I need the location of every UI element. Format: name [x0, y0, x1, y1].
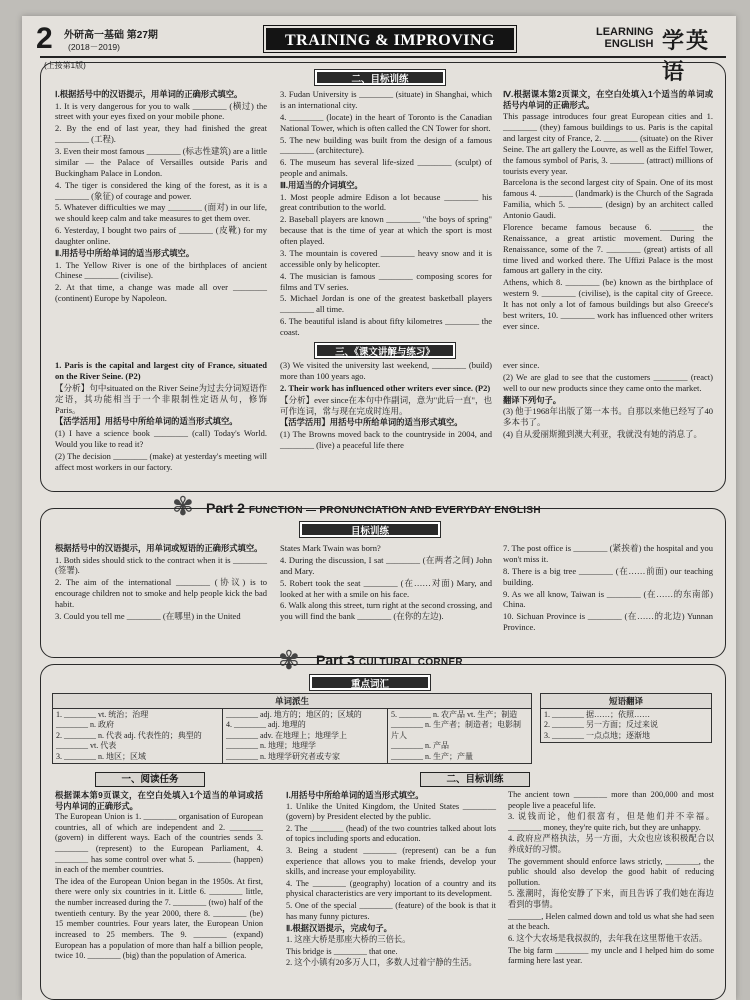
- part2-swirl-icon: ✾: [172, 492, 194, 521]
- header-rule: [40, 56, 726, 58]
- vocab-table: [52, 693, 532, 764]
- part1-bottom-col3: ever since. (2) We are glad to see that the customers ________ (react) well to our new products since they came onto the market. 翻译下列句子。 (3) 他于1968年出版了第一本书。自那以来他已经写了40多本书了。 (4) 自从爱丽斯搬到澳大利亚，我就没有她的消息了。: [503, 360, 713, 439]
- brand-logo: 学英语: [662, 28, 711, 85]
- part2-col3: 7. The post office is ________ (紧挨着) the hospital and you won't miss it. 8. There is a big tree ________ (在……前面) our teaching building. 9. As we all know, Taiwan is ________ (在……的东南部) China. 10. Sichuan Province is ________ (在……的北边) Yunnan Province.: [503, 543, 713, 633]
- part3-swirl-icon: ✾: [278, 646, 300, 675]
- part1-col2: 3. Fudan University is ________ (situate) in Shanghai, which is an international city. 4. ________ (locate) in the heart of Toronto is the Canadian National Tower, which is often called the CN Tower for short. 5. The new building was built from the design of a famous ________ (architecture). 6. The museum has several life-sized ________ (sculpt) of people and animals. Ⅲ.用适当的介词填空。 1. Most people admire Edison a lot because ________ his great contribution to the world. 2. Baseball players are known ________ "the boys of spring" because that is the time of year at which the sport is most often played. 3. The mountain is covered ________ heavy snow and it is accessible only by helicopter. 4. The musician is famous ________ composing scores for films and TV series. 5. Michael Jordan is one of the greatest basketball players ________ all time. 6. The beautiful island is about fifty kilometres ________ the coast.: [280, 89, 492, 338]
- part1-tag-target-training: 二、目标训练: [315, 70, 445, 85]
- part2-col1: 根据括号中的汉语提示，用单词或短语的正确形式填空。 1. Both sides should stick to the contract when it is ________ (签署). 2. The aim of the international ________ (协议) is to encourage children not to smoke and help people kick the bad habit. 3. Could you tell me ________ (在哪里) in the United: [55, 543, 267, 621]
- part1-bottom-col1: 1. Paris is the capital and largest city of France, situated on the River Seine. (P2) 【分析】句中situated on the River Seine为过去分词短语作定语，其功能相当于一个非限制性定语从句，修饰Paris。 【活学活用】用括号中所给单词的适当形式填空。 (1) I have a science book ________ (call) Today's World. Would you like to read it? (2) The decision ________ (make) at yesterday's meeting will affect most workers in our factory.: [55, 360, 267, 472]
- vocab-header: 单词派生: [53, 694, 532, 709]
- part1-col3: Ⅳ.根据课本第2页课文，在空白处填入1个适当的单词或括号内单词的正确形式。 This passage introduces four great European cities and 1. ________ (they) famous buildings to us. Paris is the capital and largest city of France, 2. ________ (situate) on the River Seine. The art gallery the Louvre, as well as the Eiffel Tower, the famous symbol of Paris, 3. ________ (attract) millions of tourists every year. Barcelona is the second largest city of Spain. One of its most famous 4. ________ (landmark) is the Church of the Sagrada Familia, which 5. ________ (design) by an architect called Antonio Gaudi. Florence became famous because 6. ________ the Renaissance, a great artistic movement. During the Renaissance, some of the 7. ________ (great) artists of all time lived and worked there. The Uffizi Palace is the most famous art gallery in the city. Athens, which 8. ________ (be) known as the birthplace of western 9. ________ (civilise), is the capital city of Greece. It has not only a lot of famous buildings but also Greece's best writers, 10. ________ work has influenced other writers ever since.: [503, 89, 713, 331]
- phrase-list: 1. ________ 据……；依照…… 2. ________ 另一方面；反过来说 3. ________ 一点点地；逐渐地: [541, 709, 712, 743]
- year-label: (2018－2019): [68, 42, 120, 52]
- phrase-header: 短语翻译: [541, 694, 712, 709]
- part1-col1: Ⅰ.根据括号中的汉语提示，用单词的正确形式填空。 1. It is very dangerous for you to walk ________ (横过) the street with your eyes fixed on your mobile phone. 2. By the end of last year, they had finished the great ________ (工程). 3. Even their most famous ________ (标志性建筑) are a little similar — the Palace of Versailles outside Paris and Buckingham Palace in London. 4. The tiger is considered the king of the forest, as it is a ________ (象征) of courage and power. 5. Whatever difficulties we may ________ (面对) in our life, we should keep calm and take measures to get them over. 6. Yesterday, I bought two pairs of ________ (皮靴) for my daughter online. Ⅱ.用括号中所给单词的适当形式填空。 1. The Yellow River is one of the birthplaces of ancient Chinese ________ (civilise). 2. At that time, a change was made all over ________ (continent) Europe by Napoleon.: [55, 89, 267, 304]
- target-col1: Ⅰ.用括号中所给单词的适当形式填空。 1. Unlike the United Kingdom, the United States ________ (govern) by President elected by the public. 2. The ________ (head) of the two countries talked about lots of topics including sports and education. 3. Being a student ________ (represent) can be a fun experience that allows you to make friends, develop your skills, and increase your employability. 4. The ________ (geography) location of a country and its physical characteristics are very important to its development. 5. One of the special ________ (feature) of the book is that it has many funny pictures. Ⅱ.根据汉语提示，完成句子。 1. 这座大桥是那座大桥的三倍长。 This bridge is ________ that one. 2. 这个小镇有20多万人口，多数人过着宁静的生活。: [286, 790, 496, 968]
- part3-heading: Part 3 CULTURAL CORNER: [316, 652, 463, 668]
- phrase-table: [540, 693, 712, 743]
- reading-task-tag: 一、阅读任务: [95, 772, 205, 787]
- part2-heading: Part 2 FUNCTION — PRONUNCIATION AND EVERYDAY ENGLISH: [206, 500, 541, 516]
- vocab-col2: ________ adj. 地方的；地区的；区域的 4. ________ adj. 地理的 ________ adv. 在地理上；地理学上 ________ n. 地理；地理学 ________ n. 地理学研究者或专家: [223, 709, 388, 764]
- issue-label: 外研高一基础 第27期: [64, 30, 158, 41]
- target-training-tag: 二、目标训练: [420, 772, 530, 787]
- continued-note: (上接第1版): [44, 61, 86, 70]
- part2-tag: 目标训练: [300, 522, 440, 537]
- brand-english: LEARNING ENGLISH: [596, 26, 654, 50]
- part1-bottom-col2: (3) We visited the university last weekend, ________ (build) more than 100 years ago. 2. Their work has influenced other writers ever since. (P2) 【分析】ever since在本句中作副词，意为"此后一直"，也可作连词，常与现在完成时连用。 【活学活用】用括号中所给单词的适当形式填空。 (1) The Browns moved back to the countryside in 2004, and ________ (live) a peaceful life there: [280, 360, 492, 450]
- part2-col2: States Mark Twain was born? 4. During the discussion, I sat ________ (在两者之间) John and Mary. 5. Robert took the seat ________ (在……对面) Mary, and looked at her with a smile on his face. 6. Walk along this street, turn right at the second crossing, and you will find the bank ________ (在你的左边).: [280, 543, 492, 622]
- vocab-col1: 1. ________ vt. 统治；治理 ________ n. 政府 2. ________ n. 代表 adj. 代表性的；典型的 ________ vt. 代表 3. ________ n. 地区；区域: [53, 709, 223, 764]
- reading-task-col: 根据课本第9页课文，在空白处填入1个适当的单词或括号内单词的正确形式。 The European Union is 1. ________ organisation of European countries, all of which are independent and 2. ________ (govern) in different ways. Each of the countries sends 3. ________ (represent) to the European Parliament, 4. ________ has some control over what 5. ________ (happen) in each of the member countries. The idea of the European Union began in the 1950s. At first, there were only six countries in it. Little 6. ________ little, the number increased during the 7. ________ (two) half of the twentieth century. By the year 2000, there 8. ________ (be) 15 member countries. Four years later, the European Union increased to 25 members. The 9. ________ (expand) European has a population of more than half a billion people, twice 10. ________ (big) than the population of America.: [55, 790, 263, 961]
- vocab-col3: 5. ________ n. 农产品 vt. 生产；制造 ________ n. 生产者；制造者；电影制片人 ________ n. 产品 ________ n. 生产；产量: [388, 709, 532, 764]
- section-banner: TRAINING & IMPROVING: [266, 28, 514, 50]
- page-number: 2: [36, 22, 53, 55]
- part3-tag: 重点词汇: [310, 675, 430, 690]
- part1-tag-text-explanation: 三、《课文讲解与练习》: [315, 343, 455, 358]
- target-col2: The ancient town ________ more than 200,000 and most people live a peaceful life. 3. 说钱而论，他们很富有，但是他们并不幸福。 ________ money, they're quite rich, but they are unhappy. 4. 政府应严格执法，另一方面，大众也应该积极配合以养成好的习惯。 The government should enforce laws strictly, ________, the public should also develop the good habit of reducing pollution. 5. 涨潮时，海伦安静了下来，而且告诉了我们她在海边看到的事情。 ________, Helen calmed down and told us what she had seen at the beach. 6. 这个大农场是我叔叔的，去年我在这里帮他干农活。 The big farm ________ my uncle and I helped him do some farming here last year.: [508, 790, 714, 966]
